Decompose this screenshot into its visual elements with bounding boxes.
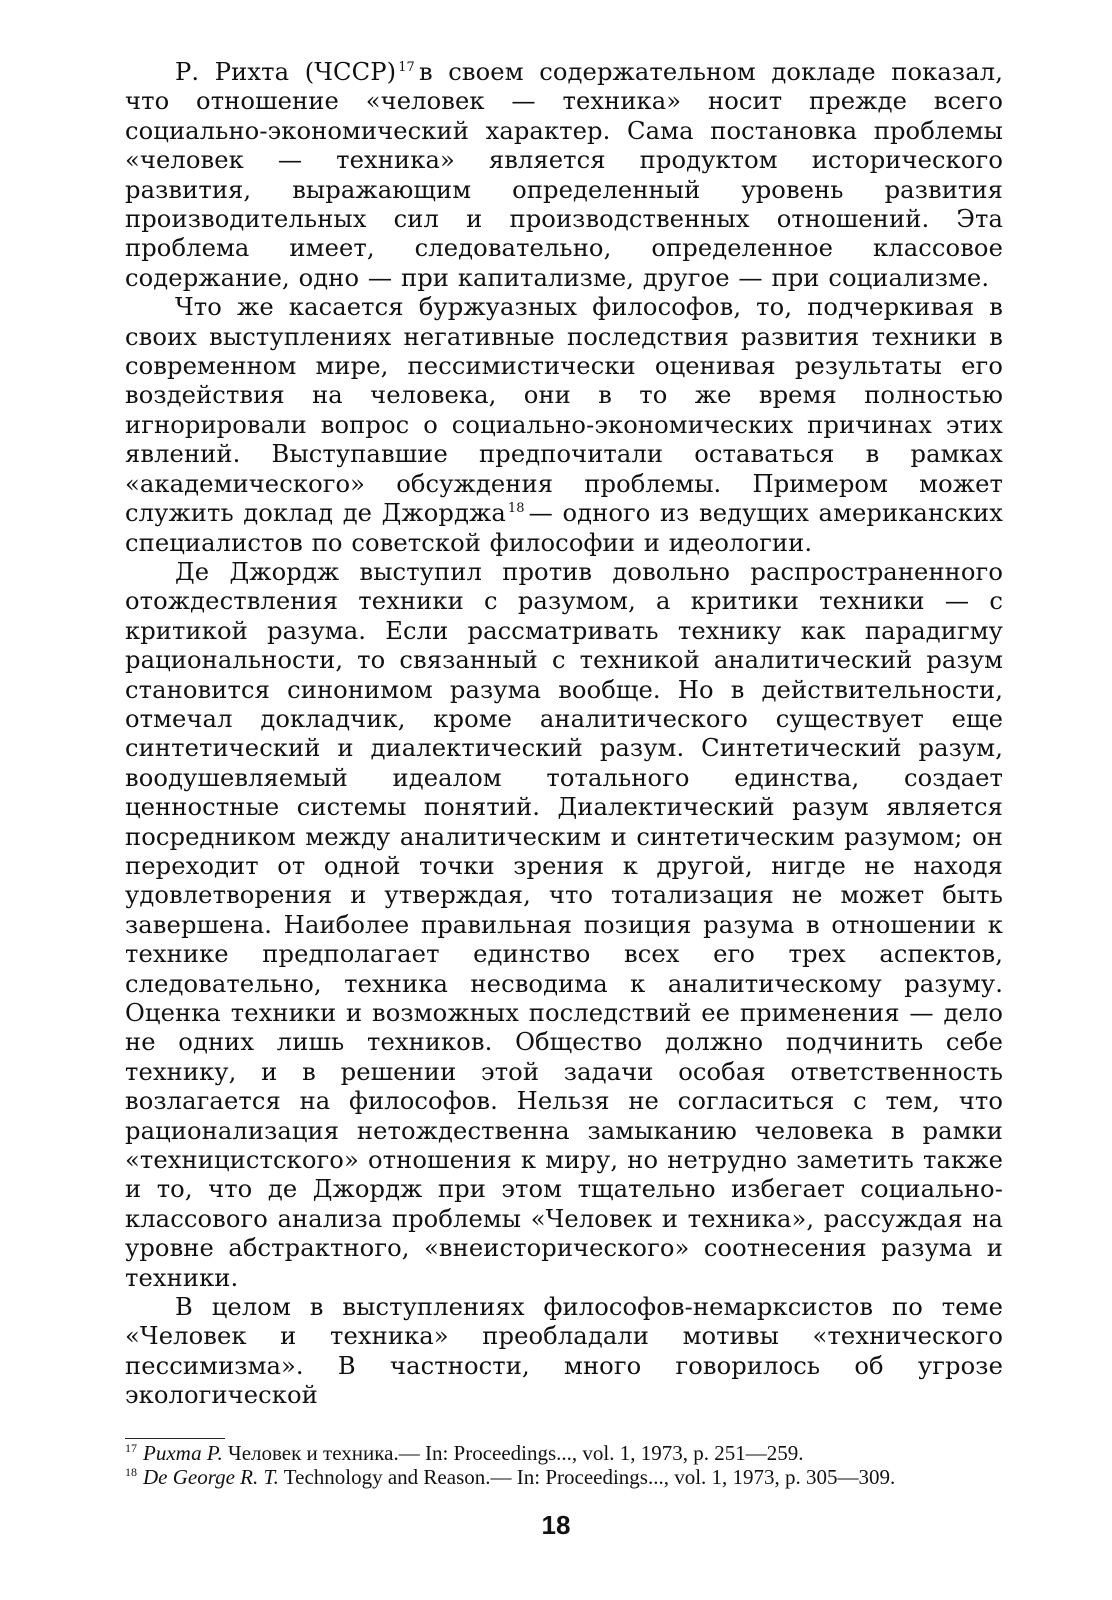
paragraph-2-rest: — одного из ведущих американских специалистов по советской философии и идеологии. [125, 499, 1003, 557]
paragraph-4: В целом в выступлениях философов-немарксистов по теме «Человек и техника» преобладали мотивы «технического пессимизма». В частности, много говорилось об угрозе экологической [125, 1293, 1003, 1410]
footnote-separator [125, 1438, 225, 1439]
paragraph-3: Де Джордж выступил против довольно распространенного отождествления техники с разумом, а критики техники — с критикой разума. Если рассматривать технику как парадигму рациональности, то связанный с техникой аналитический разум становится синонимом разума вообще. Но в действительности, отмечал докладчик, кроме аналитического существует еще синтетический и диалектический разум. Синтетический разум, воодушевляемый идеалом тотального единства, создает ценностные системы понятий. Диалектический разум является посредником между аналитическим и синтетическим разумом; он переходит от одной точки зрения к другой, нигде не находя удовлетворения и утверждая, что тотализация не может быть завершена. Наиболее правильная позиция разума в отношении к технике предполагает единство всех его трех аспектов, следовательно, техника несводима к аналитическому разуму. Оценка техники и возможных последствий ее применения — дело не одних лишь техников. Общество должно подчинить себе технику, и в решении этой задачи особая ответственность возлагается на философов. Нельзя не согласиться с тем, что рационализация нетождественна замыканию человека в рамки «техницистского» отношения к миру, но нетрудно заметить также и то, что де Джордж при этом тщательно избегает социально-классового анализа проблемы «Человек и техника», рассуждая на уровне абстрактного, «внеисторического» соотнесения разума и техники. [125, 557, 1003, 1292]
footnote-18: $^{18}$ De George R. T. Technology and Reason.— In: Proceedings..., vol. 1, 1973, p. 305—309. [125, 1465, 896, 1489]
footnote-text: Человек и техника.— In: Proceedings..., vol. 1, 1973, p. 251—259. [228, 1441, 804, 1465]
paragraph-1-rest: в своем содержательном докладе показал, что отношение «человек — техника» носит прежде всего социально-экономический характер. Сама постановка проблемы «человек — техника» является продуктом исторического развития, выражающим определенный уровень развития производительных сил и производственных отношений. Эта проблема имеет, следовательно, определенное классовое содержание, одно — при капитализме, другое — при социализме. [125, 58, 1003, 292]
page-body [125, 58, 1003, 1411]
paragraph-2-start: Что же касается буржуазных философов, то, подчеркивая в своих выступлениях негативные последствия развития техники в современном мире, пессимистически оценивая результаты его воздействия на человека, они в то же время полностью игнорировали вопрос о социально-экономических причинах этих явлений. Выступавшие предпочитали оставаться в рамках «академического» обсуждения проблемы. Примером может служить доклад де Джорджа [125, 293, 1003, 528]
footnote-17: $^{17}$ Рихта Р. Человек и техника.— In: Proceedings..., vol. 1, 1973, p. 251—259. [125, 1441, 804, 1465]
footnote-text: Technology and Reason.— In: Proceedings..., vol. 1, 1973, p. 305—309. [283, 1465, 896, 1489]
paragraph-1-start: Р. Рихта (ЧССР) [175, 58, 397, 86]
footnote-author: Рихта Р. [143, 1441, 223, 1465]
page-number: 18 [541, 1510, 571, 1540]
footnote-ref-18[interactable]: 18 [507, 501, 525, 517]
footnote-ref-17[interactable]: 17 [398, 59, 415, 75]
footnote-author: De George R. T. [143, 1465, 279, 1489]
footnotes [125, 1441, 1003, 1489]
paragraph-2 [125, 293, 1003, 558]
paragraph-1 [125, 58, 1003, 293]
